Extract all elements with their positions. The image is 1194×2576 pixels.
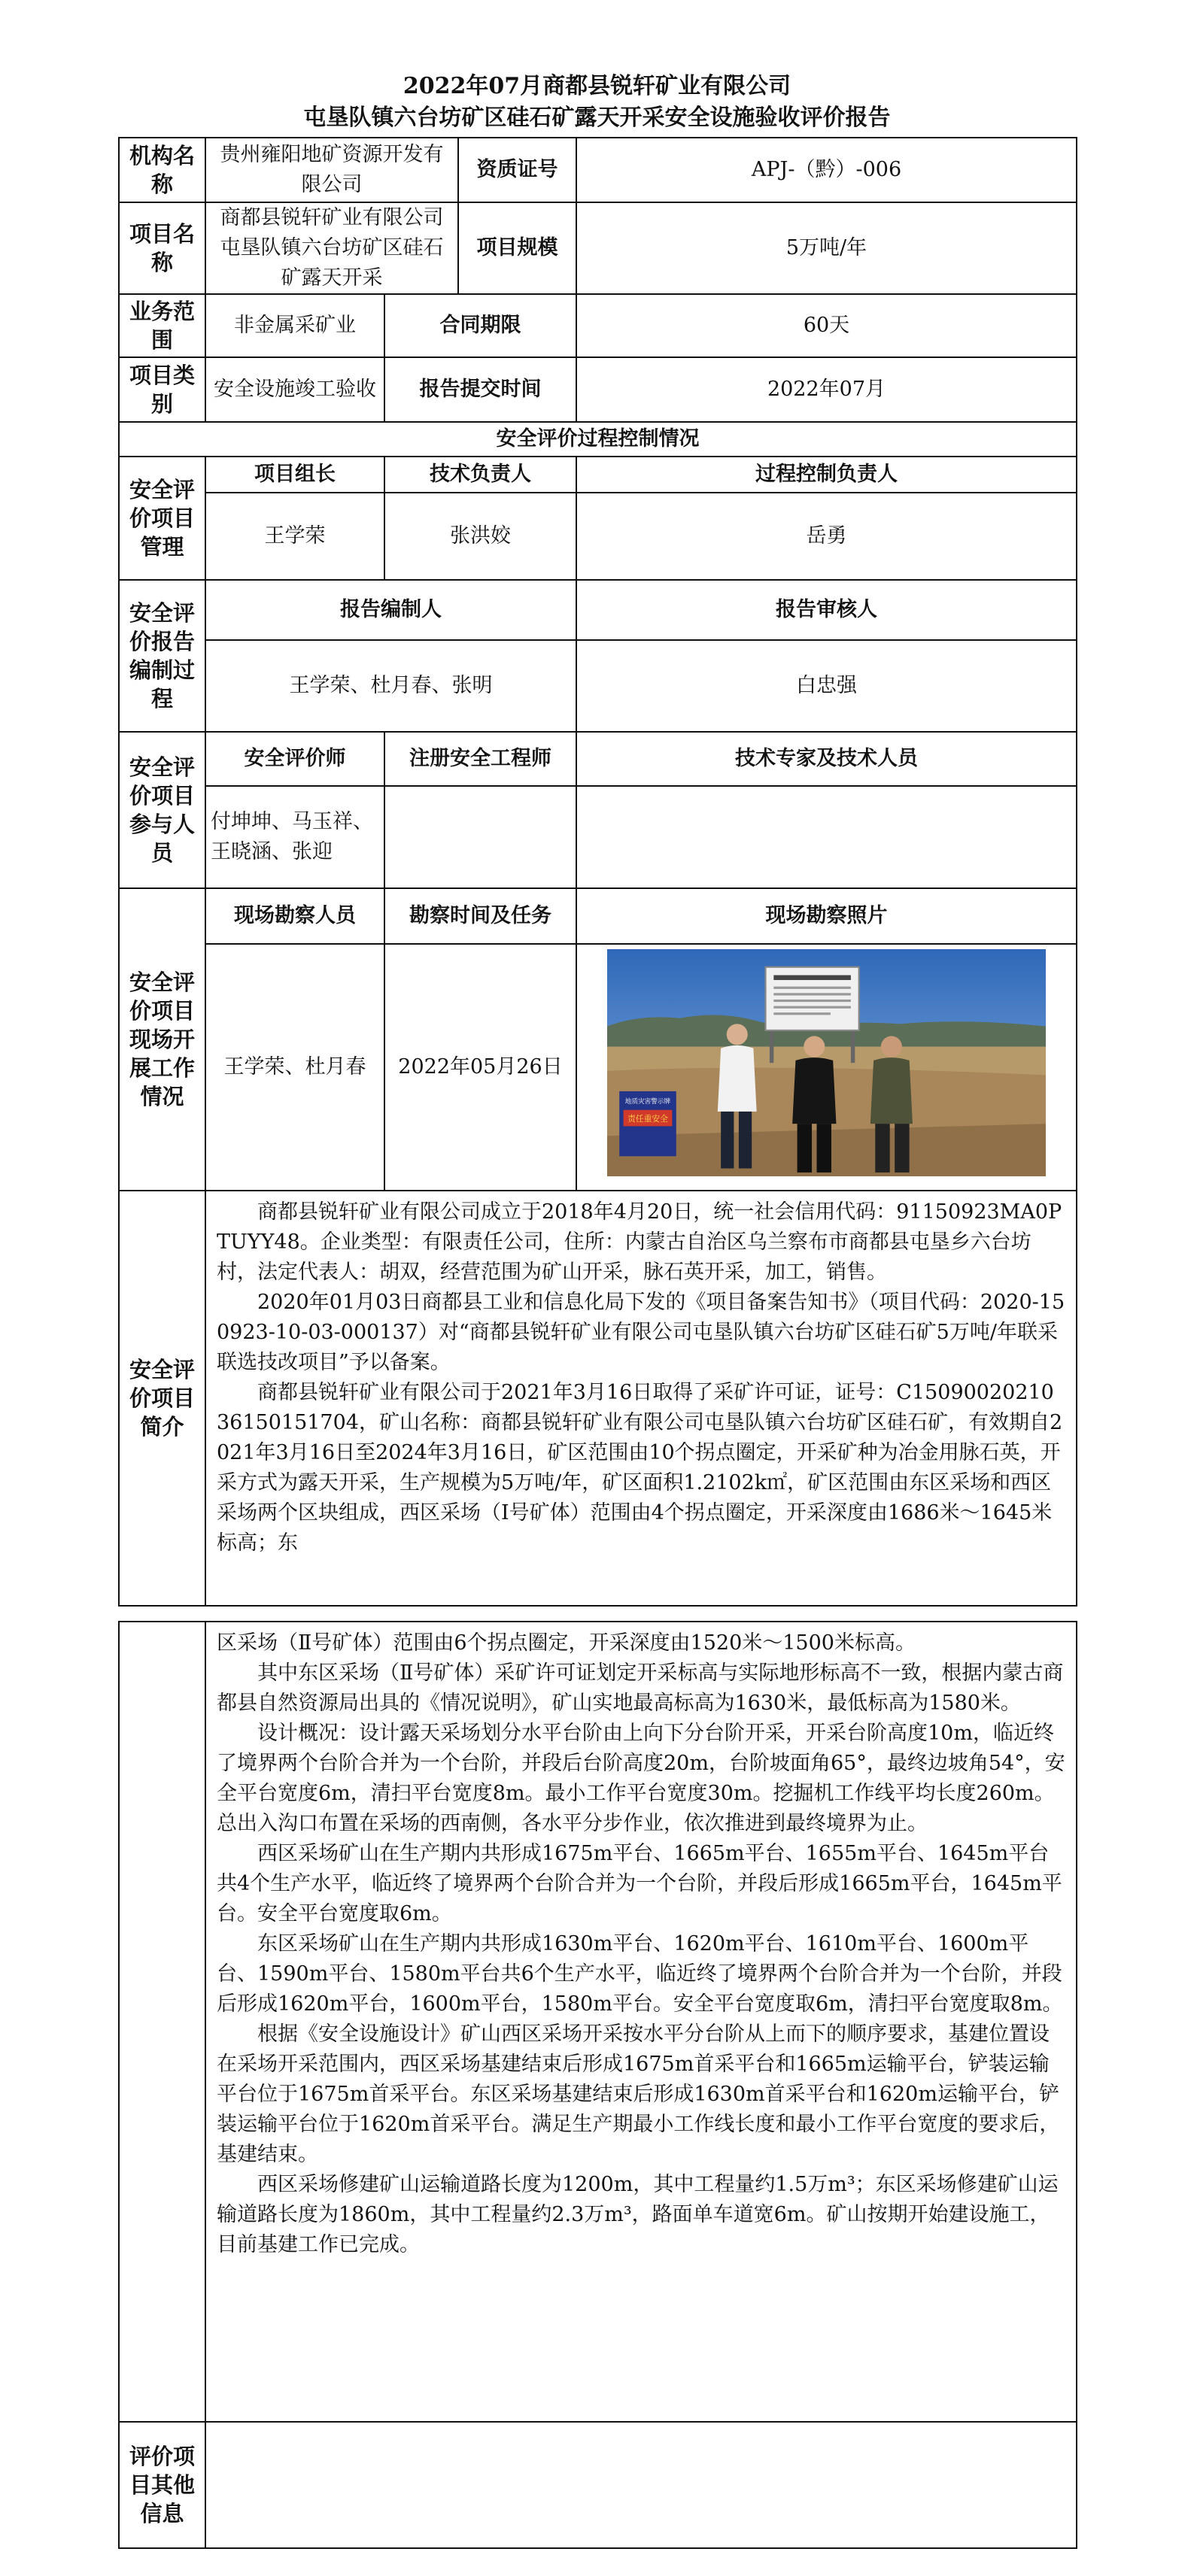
cert-label: 资质证号 xyxy=(458,138,576,202)
submit-label: 报告提交时间 xyxy=(384,357,576,422)
other-info-label: 评价项目其他信息 xyxy=(119,2422,205,2548)
summary-continued-paragraph-6: 西区采场修建矿山运输道路长度为1200m，其中工程量约1.5万m³；东区采场修建矿山运输道路长度为1860m，其中工程量约2.3万m³，路面单车道宽6m。矿山按期开始建设施工，目前基建工作已完成。 xyxy=(217,2173,1059,2256)
report-col-reviewer: 报告审核人 xyxy=(576,580,1077,640)
photo-sign-text: 地质灾害警示牌 xyxy=(624,1098,671,1106)
summary-continued-paragraph-1: 其中东区采场（Ⅱ号矿体）采矿许可证划定开采标高与实际地形标高不一致，根据内蒙古商都县自然资源局出具的《情况说明》，矿山实地最高标高为1630米，最低标高为1580米。 xyxy=(217,1661,1064,1715)
participants-col-expert: 技术专家及技术人员 xyxy=(576,732,1077,786)
site-survey-photo xyxy=(607,949,1046,1185)
report-title-line1: 2022年07月商都县锐轩矿业有限公司 xyxy=(403,73,791,99)
submit-value: 2022年07月 xyxy=(576,357,1077,422)
contract-label: 合同期限 xyxy=(384,294,576,357)
report-title-line2: 屯垦队镇六台坊矿区硅石矿露天开采安全设施验收评价报告 xyxy=(303,105,891,131)
survey-photo-cell xyxy=(576,944,1077,1191)
participants-expert-value xyxy=(576,786,1077,888)
participants-col-engineer: 注册安全工程师 xyxy=(384,732,576,786)
process-header: 安全评价过程控制情况 xyxy=(119,422,1077,457)
other-info-value xyxy=(205,2422,1077,2548)
site-photo-image xyxy=(607,949,1046,1176)
type-label: 项目类别 xyxy=(119,357,205,422)
survey-col-photo: 现场勘察照片 xyxy=(576,888,1077,944)
org-label: 机构名称 xyxy=(119,138,205,202)
report-label: 安全评价报告编制过程 xyxy=(119,580,205,732)
management-leader-value: 王学荣 xyxy=(205,493,384,580)
report-author-value: 王学荣、杜月春、张明 xyxy=(205,640,576,732)
survey-staff-value: 王学荣、杜月春 xyxy=(205,944,384,1191)
contract-value: 60天 xyxy=(576,294,1077,357)
evaluation-info-table-continued xyxy=(118,1621,1077,2549)
report-reviewer-value: 白忠强 xyxy=(576,640,1077,732)
survey-time-value: 2022年05月26日 xyxy=(384,944,576,1191)
participants-label: 安全评价项目参与人员 xyxy=(119,732,205,888)
survey-label: 安全评价项目现场开展工作情况 xyxy=(119,888,205,1191)
summary-continued-paragraph-5: 根据《安全设施设计》矿山西区采场开采按水平分台阶从上而下的顺序要求，基建位置设在采场开采范围内，西区采场基建结束后形成1675m首采平台和1665m运输平台，铲装运输平台位于1675m首采平台。东区采场基建结束后形成1630m首采平台和1620m运输平台，铲装运输平台位于1620m首采平台。满足生产期最小工作线长度和最小工作平台宽度的要求后，基建结束。 xyxy=(217,2022,1060,2166)
summary-continued-paragraph-2: 设计概况：设计露天采场划分水平台阶由上向下分台阶开采，开采台阶高度10m，临近终了境界两个台阶合并为一个台阶，并段后台阶高度20m，台阶坡面角65°，最终边坡角54°，安全平台宽度6m，清扫平台宽度8m。最小工作平台宽度30m。挖掘机工作线平均长度260m。总出入沟口布置在采场的西南侧，各水平分步作业，依次推进到最终境界为止。 xyxy=(217,1722,1065,1835)
report-col-author: 报告编制人 xyxy=(205,580,576,640)
summary-continued-paragraph-0: 区采场（Ⅱ号矿体）范围由6个拐点圈定，开采深度由1520米～1500米标高。 xyxy=(217,1631,916,1655)
evaluation-info-table xyxy=(118,137,1077,1607)
management-label: 安全评价项目管理 xyxy=(119,457,205,580)
org-value: 贵州雍阳地矿资源开发有限公司 xyxy=(205,138,458,202)
summary-label: 安全评价项目简介 xyxy=(119,1191,205,1606)
survey-col-staff: 现场勘察人员 xyxy=(205,888,384,944)
survey-col-time: 勘察时间及任务 xyxy=(384,888,576,944)
participants-engineer-value xyxy=(384,786,576,888)
management-col-tech: 技术负责人 xyxy=(384,457,576,493)
business-value: 非金属采矿业 xyxy=(205,294,384,357)
summary-paragraph-1: 商都县锐轩矿业有限公司成立于2018年4月20日，统一社会信用代码：91150923MA0PTUYY48。企业类型：有限责任公司，住所：内蒙古自治区乌兰察布市商都县屯垦乡六台坊村，法定代表人：胡双，经营范围为矿山开采，脉石英开采，加工，销售。 xyxy=(217,1200,1062,1285)
photo-banner-text: 责任重安全 xyxy=(627,1113,668,1124)
cert-value: APJ-（黔）-006 xyxy=(576,138,1077,202)
summary-continued-paragraph-4: 东区采场矿山在生产期内共形成1630m平台、1620m平台、1610m平台、1600m平台、1590m平台、1580m平台共6个生产水平，临近终了境界两个台阶合并为一个台阶，并段后形成1620m平台，1600m平台，1580m平台。安全平台宽度取6m，清扫平台宽度取8m。 xyxy=(217,1932,1063,2016)
summary-continued-paragraph-3: 西区采场矿山在生产期内共形成1675m平台、1665m平台、1655m平台、1645m平台共4个生产水平，临近终了境界两个台阶合并为一个台阶，并段后形成1665m平台，1645m平台。安全平台宽度取6m。 xyxy=(217,1842,1062,1925)
management-col-leader: 项目组长 xyxy=(205,457,384,493)
summary-text xyxy=(205,1191,1077,1606)
management-tech-value: 张洪姣 xyxy=(384,493,576,580)
type-value: 安全设施竣工验收 xyxy=(205,357,384,422)
scale-label: 项目规模 xyxy=(458,202,576,294)
summary-paragraph-2: 2020年01月03日商都县工业和信息化局下发的《项目备案告知书》（项目代码：2020-150923-10-03-000137）对“商都县锐轩矿业有限公司屯垦队镇六台坊矿区硅石矿5万吨/年联采联选技改项目”予以备案。 xyxy=(217,1291,1065,1375)
scale-value: 5万吨/年 xyxy=(576,202,1077,294)
summary-continued-text xyxy=(205,1622,1077,2422)
participants-col-evaluator: 安全评价师 xyxy=(205,732,384,786)
project-label: 项目名称 xyxy=(119,202,205,294)
project-value: 商都县锐轩矿业有限公司屯垦队镇六台坊矿区硅石矿露天开采 xyxy=(205,202,458,294)
business-label: 业务范围 xyxy=(119,294,205,357)
participants-evaluator-value: 付坤坤、马玉祥、王晓涵、张迎 xyxy=(205,786,384,888)
summary-paragraph-3: 商都县锐轩矿业有限公司于2021年3月16日取得了采矿许可证，证号：C1509002021036150151704，矿山名称：商都县锐轩矿业有限公司屯垦队镇六台坊矿区硅石矿，有效期自2021年3月16日至2024年3月16日，矿区范围由10个拐点圈定，开采矿种为冶金用脉石英，开采方式为露天开采，生产规模为5万吨/年，矿区面积1.2102k㎡，矿区范围由东区采场和西区采场两个区块组成，西区采场（Ⅰ号矿体）范围由4个拐点圈定，开采深度由1686米～1645米标高；东 xyxy=(217,1381,1063,1555)
management-col-control: 过程控制负责人 xyxy=(576,457,1077,493)
management-control-value: 岳勇 xyxy=(576,493,1077,580)
summary-continued-label xyxy=(119,1622,205,2422)
